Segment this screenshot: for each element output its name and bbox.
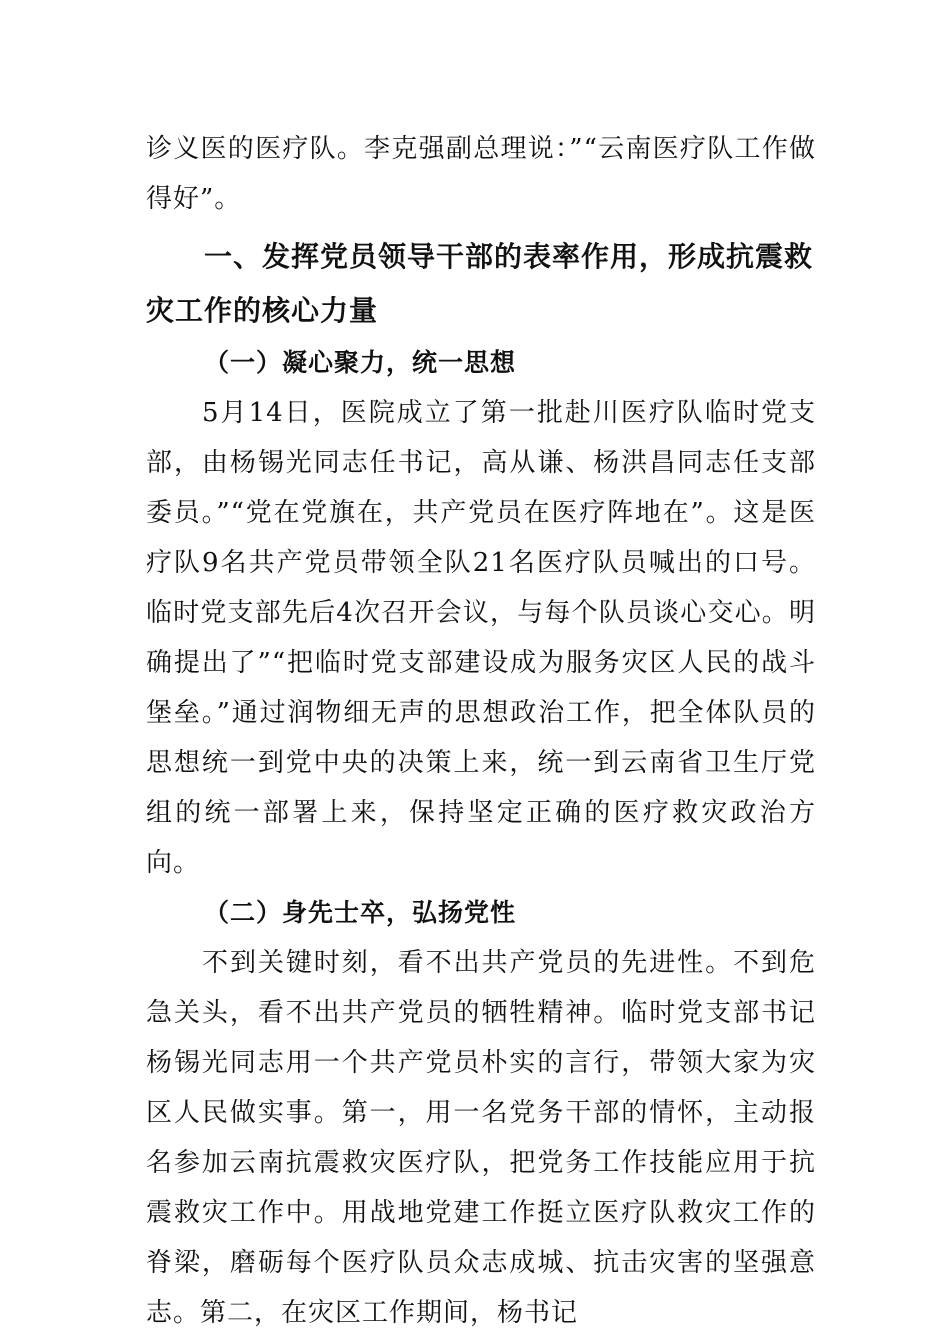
section-1-heading: 一、发挥党员领导干部的表率作用，形成抗震救灾工作的核心力量 (146, 240, 814, 327)
subsection-2-heading: （二）身先士卒，弘扬党性 (204, 898, 517, 927)
subsection-1-heading: （一）凝心聚力，统一思想 (204, 348, 517, 377)
document-body (146, 124, 816, 1338)
intro-paragraph: 诊义医的医疗队。李克强副总理说：”“云南医疗队工作做得好”。 (146, 134, 816, 214)
subsection-2-paragraph: 不到关键时刻，看不出共产党员的先进性。不到危急关头，看不出共产党员的牺牲精神。临时党支部书记杨锡光同志用一个共产党员朴实的言行，带领大家为灾区人民做实事。第一，用一名党务干部的情怀，主动报名参加云南抗震救灾医疗队，把党务工作技能应用于抗震救灾工作中。用战地党建工作挺立医疗队救灾工作的脊梁，磨砺每个医疗队员众志成城、抗击灾害的坚强意志。第二，在灾区工作期间，杨书记 (146, 948, 816, 1328)
subsection-1-paragraph: 5月14日，医院成立了第一批赴川医疗队临时党支部，由杨锡光同志任书记，高从谦、杨洪昌同志任支部委员。”“党在党旗在，共产党员在医疗阵地在”。这是医疗队9名共产党员带领全队21名医疗队员喊出的口号。临时党支部先后4次召开会议，与每个队员谈心交心。明确提出了”“把临时党支部建设成为服务灾区人民的战斗堡垒。”通过润物细无声的思想政治工作，把全体队员的思想统一到党中央的决策上来，统一到云南省卫生厅党组的统一部署上来，保持坚定正确的医疗救灾政治方向。 (146, 398, 816, 878)
